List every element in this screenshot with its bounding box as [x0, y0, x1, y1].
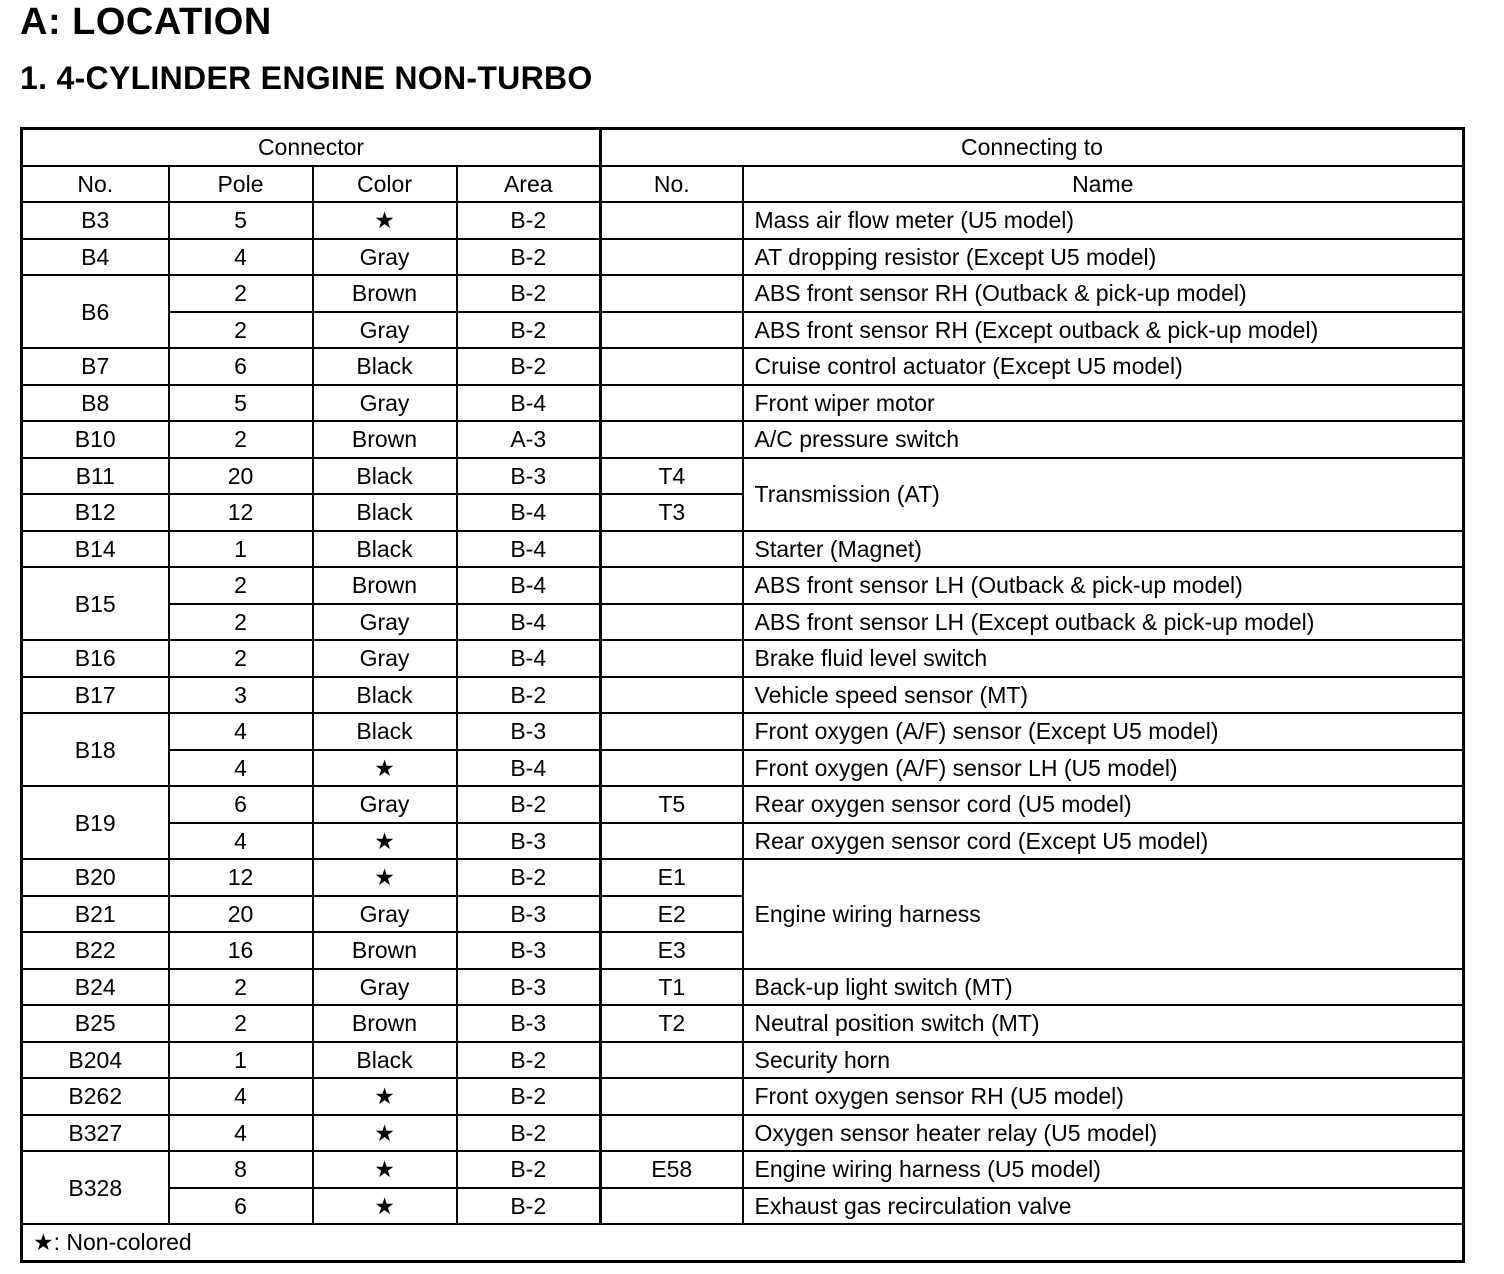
- cell-color: Gray: [313, 896, 457, 933]
- cell-connecting-no: [601, 677, 743, 714]
- column-header-row: [22, 166, 1464, 203]
- cell-pole: 6: [169, 348, 313, 385]
- cell-area: B-2: [457, 239, 601, 276]
- cell-connecting-name: Brake fluid level switch: [743, 640, 1464, 677]
- table-row: [22, 567, 1464, 604]
- cell-connecting-name: Front oxygen sensor RH (U5 model): [743, 1078, 1464, 1115]
- cell-color: Black: [313, 531, 457, 568]
- subsection-title: 1. 4-CYLINDER ENGINE NON-TURBO: [20, 60, 593, 96]
- cell-area: B-2: [457, 1042, 601, 1079]
- table-row: [22, 1042, 1464, 1079]
- cell-pole: 12: [169, 859, 313, 896]
- cell-pole: 2: [169, 421, 313, 458]
- cell-connecting-no: [601, 385, 743, 422]
- cell-area: B-2: [457, 1151, 601, 1188]
- column-header-area: Area: [457, 166, 601, 203]
- cell-pole: 2: [169, 604, 313, 641]
- cell-color: ★: [313, 1078, 457, 1115]
- cell-connecting-no: T1: [601, 969, 743, 1006]
- cell-area: B-2: [457, 348, 601, 385]
- cell-connecting-no: [601, 239, 743, 276]
- cell-area: B-4: [457, 604, 601, 641]
- cell-connector-no: B22: [22, 932, 169, 969]
- cell-pole: 6: [169, 1188, 313, 1225]
- table-row: [22, 1115, 1464, 1152]
- cell-connecting-no: [601, 823, 743, 860]
- table-row: [22, 239, 1464, 276]
- cell-connector-no: B15: [22, 567, 169, 640]
- table-row: [22, 458, 1464, 495]
- cell-connecting-no: [601, 1115, 743, 1152]
- cell-connecting-name: Back-up light switch (MT): [743, 969, 1464, 1006]
- table-row: [22, 202, 1464, 239]
- cell-pole: 3: [169, 677, 313, 714]
- column-header-name: Name: [743, 166, 1464, 203]
- cell-color: Brown: [313, 567, 457, 604]
- table-row: [22, 531, 1464, 568]
- cell-area: B-2: [457, 1188, 601, 1225]
- cell-color: Gray: [313, 786, 457, 823]
- table-row: [22, 859, 1464, 896]
- cell-color: Black: [313, 713, 457, 750]
- cell-pole: 20: [169, 896, 313, 933]
- cell-connector-no: B19: [22, 786, 169, 859]
- cell-connecting-name: Rear oxygen sensor cord (U5 model): [743, 786, 1464, 823]
- cell-color: Brown: [313, 932, 457, 969]
- cell-connecting-no: [601, 348, 743, 385]
- cell-connecting-name: Starter (Magnet): [743, 531, 1464, 568]
- cell-connector-no: B12: [22, 494, 169, 531]
- cell-connecting-no: T3: [601, 494, 743, 531]
- cell-pole: 4: [169, 239, 313, 276]
- cell-pole: 2: [169, 312, 313, 349]
- cell-connecting-no: [601, 275, 743, 312]
- cell-connector-no: B3: [22, 202, 169, 239]
- cell-pole: 4: [169, 1078, 313, 1115]
- cell-color: Black: [313, 494, 457, 531]
- cell-color: ★: [313, 202, 457, 239]
- cell-connecting-no: T4: [601, 458, 743, 495]
- footnote: ★: Non-colored: [22, 1224, 1464, 1261]
- table-row: [22, 604, 1464, 641]
- cell-pole: 8: [169, 1151, 313, 1188]
- cell-pole: 4: [169, 823, 313, 860]
- cell-connector-no: B25: [22, 1005, 169, 1042]
- table-row: [22, 385, 1464, 422]
- table-row: [22, 348, 1464, 385]
- cell-connecting-no: [601, 312, 743, 349]
- cell-pole: 2: [169, 640, 313, 677]
- cell-connecting-name: Engine wiring harness: [743, 859, 1464, 969]
- cell-color: Black: [313, 1042, 457, 1079]
- cell-color: Brown: [313, 1005, 457, 1042]
- cell-area: B-3: [457, 932, 601, 969]
- table-row: [22, 1151, 1464, 1188]
- table-row: [22, 312, 1464, 349]
- cell-connecting-no: E1: [601, 859, 743, 896]
- section-title: A: LOCATION: [20, 1, 272, 43]
- table-row: [22, 969, 1464, 1006]
- cell-connector-no: B204: [22, 1042, 169, 1079]
- cell-pole: 4: [169, 713, 313, 750]
- cell-connecting-name: Engine wiring harness (U5 model): [743, 1151, 1464, 1188]
- cell-color: Black: [313, 458, 457, 495]
- cell-color: Gray: [313, 239, 457, 276]
- cell-connector-no: B20: [22, 859, 169, 896]
- column-header-connecting-no: No.: [601, 166, 743, 203]
- cell-pole: 12: [169, 494, 313, 531]
- cell-pole: 1: [169, 531, 313, 568]
- cell-color: ★: [313, 823, 457, 860]
- cell-connecting-no: T5: [601, 786, 743, 823]
- cell-connector-no: B14: [22, 531, 169, 568]
- cell-pole: 2: [169, 969, 313, 1006]
- cell-connecting-name: A/C pressure switch: [743, 421, 1464, 458]
- cell-pole: 2: [169, 275, 313, 312]
- cell-connector-no: B6: [22, 275, 169, 348]
- cell-color: Gray: [313, 640, 457, 677]
- connector-group-header: Connector: [22, 129, 601, 166]
- cell-connector-no: B24: [22, 969, 169, 1006]
- table-row: [22, 421, 1464, 458]
- cell-connector-no: B17: [22, 677, 169, 714]
- cell-area: B-2: [457, 275, 601, 312]
- cell-connecting-no: [601, 1078, 743, 1115]
- cell-area: B-2: [457, 786, 601, 823]
- cell-connecting-name: Transmission (AT): [743, 458, 1464, 531]
- cell-connector-no: B8: [22, 385, 169, 422]
- cell-connector-no: B10: [22, 421, 169, 458]
- cell-pole: 4: [169, 1115, 313, 1152]
- cell-connecting-name: ABS front sensor RH (Except outback & pick-up model): [743, 312, 1464, 349]
- cell-color: Black: [313, 348, 457, 385]
- cell-connecting-no: [601, 202, 743, 239]
- cell-connecting-name: Front wiper motor: [743, 385, 1464, 422]
- cell-connector-no: B7: [22, 348, 169, 385]
- cell-connector-no: B11: [22, 458, 169, 495]
- group-header-row: [22, 129, 1464, 166]
- cell-area: B-3: [457, 458, 601, 495]
- cell-connector-no: B18: [22, 713, 169, 786]
- cell-color: Gray: [313, 385, 457, 422]
- table-row: [22, 677, 1464, 714]
- cell-pole: 1: [169, 1042, 313, 1079]
- cell-area: B-4: [457, 567, 601, 604]
- cell-color: ★: [313, 1151, 457, 1188]
- cell-connecting-name: Security horn: [743, 1042, 1464, 1079]
- cell-connecting-name: AT dropping resistor (Except U5 model): [743, 239, 1464, 276]
- cell-connecting-no: [601, 531, 743, 568]
- table-body: [22, 202, 1464, 1261]
- cell-color: Black: [313, 677, 457, 714]
- cell-area: A-3: [457, 421, 601, 458]
- cell-pole: 5: [169, 202, 313, 239]
- cell-color: Brown: [313, 421, 457, 458]
- cell-connecting-name: ABS front sensor LH (Except outback & pick-up model): [743, 604, 1464, 641]
- cell-connecting-name: Cruise control actuator (Except U5 model): [743, 348, 1464, 385]
- cell-connecting-no: E2: [601, 896, 743, 933]
- connector-table: [20, 127, 1465, 1263]
- cell-pole: 5: [169, 385, 313, 422]
- cell-area: B-3: [457, 1005, 601, 1042]
- cell-connecting-no: T2: [601, 1005, 743, 1042]
- cell-area: B-3: [457, 713, 601, 750]
- cell-pole: 6: [169, 786, 313, 823]
- cell-connector-no: B262: [22, 1078, 169, 1115]
- cell-color: Brown: [313, 275, 457, 312]
- connecting-to-group-header: Connecting to: [601, 129, 1464, 166]
- table-row: [22, 786, 1464, 823]
- cell-connecting-no: [601, 1188, 743, 1225]
- cell-pole: 2: [169, 567, 313, 604]
- cell-connecting-no: [601, 567, 743, 604]
- cell-area: B-2: [457, 859, 601, 896]
- cell-connecting-no: E3: [601, 932, 743, 969]
- column-header-color: Color: [313, 166, 457, 203]
- cell-area: B-2: [457, 677, 601, 714]
- cell-color: Gray: [313, 312, 457, 349]
- table-row: [22, 640, 1464, 677]
- cell-connector-no: B4: [22, 239, 169, 276]
- cell-connecting-name: Vehicle speed sensor (MT): [743, 677, 1464, 714]
- cell-connecting-name: Exhaust gas recirculation valve: [743, 1188, 1464, 1225]
- cell-connecting-no: [601, 640, 743, 677]
- cell-connecting-no: [601, 1042, 743, 1079]
- cell-area: B-3: [457, 896, 601, 933]
- table-row: [22, 275, 1464, 312]
- cell-connecting-name: Oxygen sensor heater relay (U5 model): [743, 1115, 1464, 1152]
- cell-pole: 4: [169, 750, 313, 787]
- cell-pole: 2: [169, 1005, 313, 1042]
- cell-area: B-4: [457, 640, 601, 677]
- cell-connecting-name: Mass air flow meter (U5 model): [743, 202, 1464, 239]
- cell-area: B-2: [457, 312, 601, 349]
- cell-color: ★: [313, 1115, 457, 1152]
- cell-connecting-name: Neutral position switch (MT): [743, 1005, 1464, 1042]
- cell-connecting-no: [601, 421, 743, 458]
- cell-connecting-name: Front oxygen (A/F) sensor (Except U5 model): [743, 713, 1464, 750]
- cell-connector-no: B21: [22, 896, 169, 933]
- cell-connecting-no: [601, 750, 743, 787]
- cell-connecting-name: Front oxygen (A/F) sensor LH (U5 model): [743, 750, 1464, 787]
- table-row: [22, 1005, 1464, 1042]
- table-row: [22, 1188, 1464, 1225]
- cell-pole: 16: [169, 932, 313, 969]
- cell-connecting-name: ABS front sensor RH (Outback & pick-up model): [743, 275, 1464, 312]
- cell-color: ★: [313, 859, 457, 896]
- footnote-row: [22, 1224, 1464, 1261]
- cell-area: B-4: [457, 531, 601, 568]
- table-row: [22, 713, 1464, 750]
- cell-connecting-name: Rear oxygen sensor cord (Except U5 model): [743, 823, 1464, 860]
- cell-area: B-4: [457, 494, 601, 531]
- cell-area: B-2: [457, 1115, 601, 1152]
- cell-connecting-no: [601, 713, 743, 750]
- table-row: [22, 1078, 1464, 1115]
- cell-connecting-name: ABS front sensor LH (Outback & pick-up model): [743, 567, 1464, 604]
- cell-pole: 20: [169, 458, 313, 495]
- table-row: [22, 823, 1464, 860]
- cell-area: B-3: [457, 823, 601, 860]
- column-header-no: No.: [22, 166, 169, 203]
- cell-color: Gray: [313, 604, 457, 641]
- cell-connector-no: B328: [22, 1151, 169, 1224]
- cell-area: B-4: [457, 750, 601, 787]
- cell-connector-no: B16: [22, 640, 169, 677]
- cell-color: ★: [313, 1188, 457, 1225]
- table-row: [22, 750, 1464, 787]
- cell-area: B-2: [457, 1078, 601, 1115]
- cell-area: B-4: [457, 385, 601, 422]
- cell-connecting-no: [601, 604, 743, 641]
- cell-color: ★: [313, 750, 457, 787]
- column-header-pole: Pole: [169, 166, 313, 203]
- cell-area: B-3: [457, 969, 601, 1006]
- cell-area: B-2: [457, 202, 601, 239]
- cell-connector-no: B327: [22, 1115, 169, 1152]
- cell-color: Gray: [313, 969, 457, 1006]
- cell-connecting-no: E58: [601, 1151, 743, 1188]
